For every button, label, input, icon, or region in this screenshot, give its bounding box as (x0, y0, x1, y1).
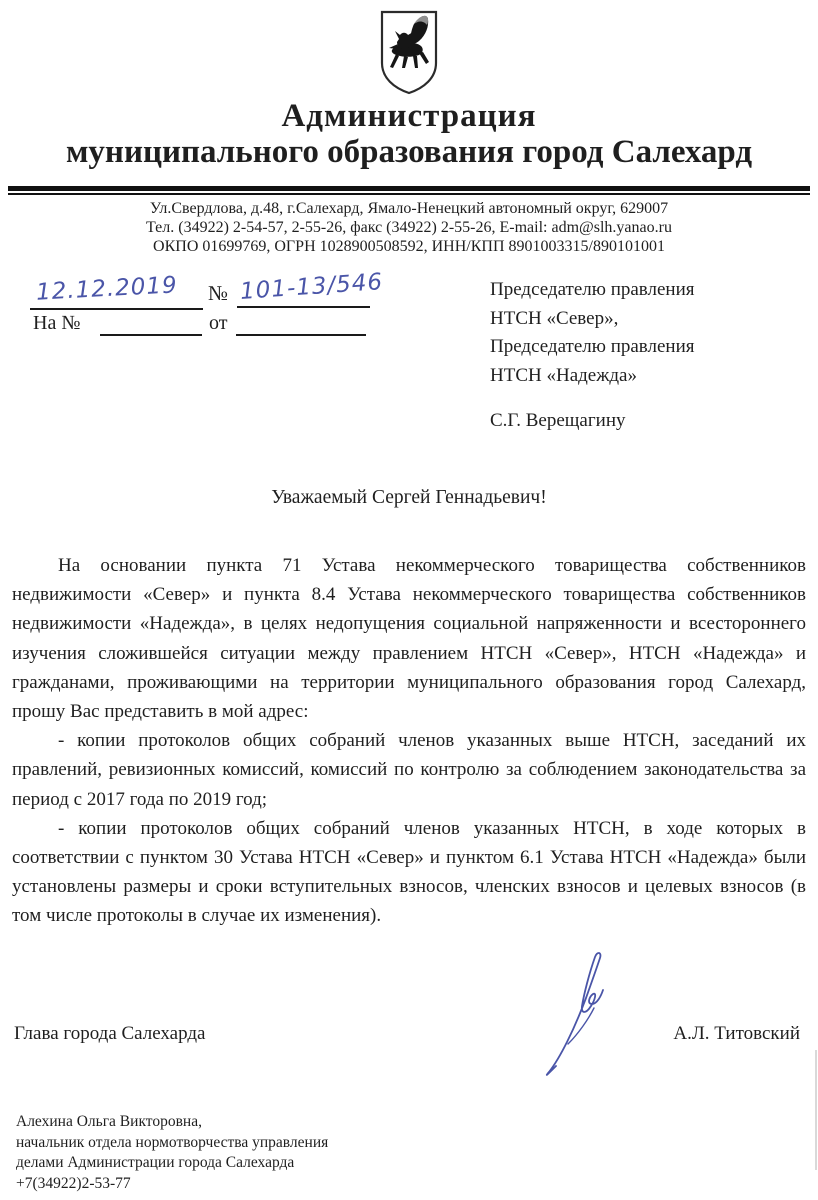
date-underline (30, 308, 203, 310)
recipient-line: НТСН «Надежда» (490, 364, 637, 386)
number-underline (237, 306, 370, 308)
signature-icon (540, 946, 635, 1076)
body-paragraph: - копии протоколов общих собраний членов указанных НТСН, в ходе которых в соответствии с пунктом 30 Устава НТСН «Север» и пунктом 6.1 Устава НТСН «Надежда» были установлены размеры и сроки вступительных взносов, членских взносов и целевых взносов (в том числе протоколы в случае их изменения). (12, 817, 806, 927)
org-codes-line: ОКПО 01699769, ОГРН 1028900508592, ИНН/КПП 8901003315/890101001 (153, 238, 665, 255)
salutation: Уважаемый Сергей Геннадьевич! (271, 487, 547, 508)
org-title-line1: Администрация (281, 98, 537, 134)
recipient-line: Председателю правления (490, 279, 695, 300)
org-contacts-line: Тел. (34922) 2-54-57, 2-55-26, факс (34922) 2-55-26, E-mail: adm@slh.yanao.ru (146, 219, 672, 236)
org-title-line2: муниципального образования город Салехард (65, 134, 753, 170)
signer-position: Глава города Салехарда (14, 1023, 206, 1044)
salekhard-coat-of-arms-icon (377, 8, 441, 98)
number-sign-label: № (208, 281, 229, 305)
reply-number-underline (100, 334, 202, 336)
handwritten-date: 12.12.2019 (35, 272, 179, 306)
executor-position-line: начальник отдела нормотворчества управления (16, 1133, 329, 1151)
scan-artifact (815, 1050, 817, 1170)
executor-position-line: делами Администрации города Салехарда (16, 1154, 295, 1171)
letter-body (12, 551, 806, 931)
org-address-line: Ул.Свердлова, д.48, г.Салехард, Ямало-Ненецкий автономный округ, 629007 (149, 200, 669, 217)
body-paragraph: - копии протоколов общих собраний членов указанных выше НТСН, заседаний их правлений, ревизионных комиссий, комиссий по контролю за соблюдением законодательства за период с 2017 года по 2019 год; (12, 730, 806, 810)
handwritten-outgoing-number: 101-13/546 (239, 269, 384, 305)
body-paragraph: На основании пункта 71 Устава некоммерческого товарищества собственников недвижимости «Север» и пункта 8.4 Устава некоммерческого товарищества собственников недвижимости «Надежда», в целях недопущения социальной напряженности и всестороннего изучения сложившейся ситуации между правлением НТСН «Север», НТСН «Надежда» и гражданами, проживающими на территории муниципального образования город Салехард, прошу Вас представить в мой адрес: (12, 555, 806, 723)
executor-block (16, 1112, 328, 1194)
org-contact-block (0, 199, 818, 256)
recipient-name: С.Г. Верещагину (490, 410, 626, 431)
header-divider (8, 186, 810, 195)
recipient-block (490, 276, 695, 390)
reply-date-underline (236, 334, 366, 336)
executor-name: Алехина Ольга Викторовна, (16, 1113, 202, 1130)
executor-phone: +7(34922)2-53-77 (16, 1174, 131, 1192)
crest-shield (377, 8, 441, 98)
recipient-line: НТСН «Север», (490, 307, 619, 329)
reply-to-number-label: На № (33, 312, 81, 334)
reply-from-label: от (209, 312, 228, 334)
signer-name: А.Л. Титовский (673, 1023, 800, 1044)
recipient-line: Председателю правления (490, 336, 695, 357)
